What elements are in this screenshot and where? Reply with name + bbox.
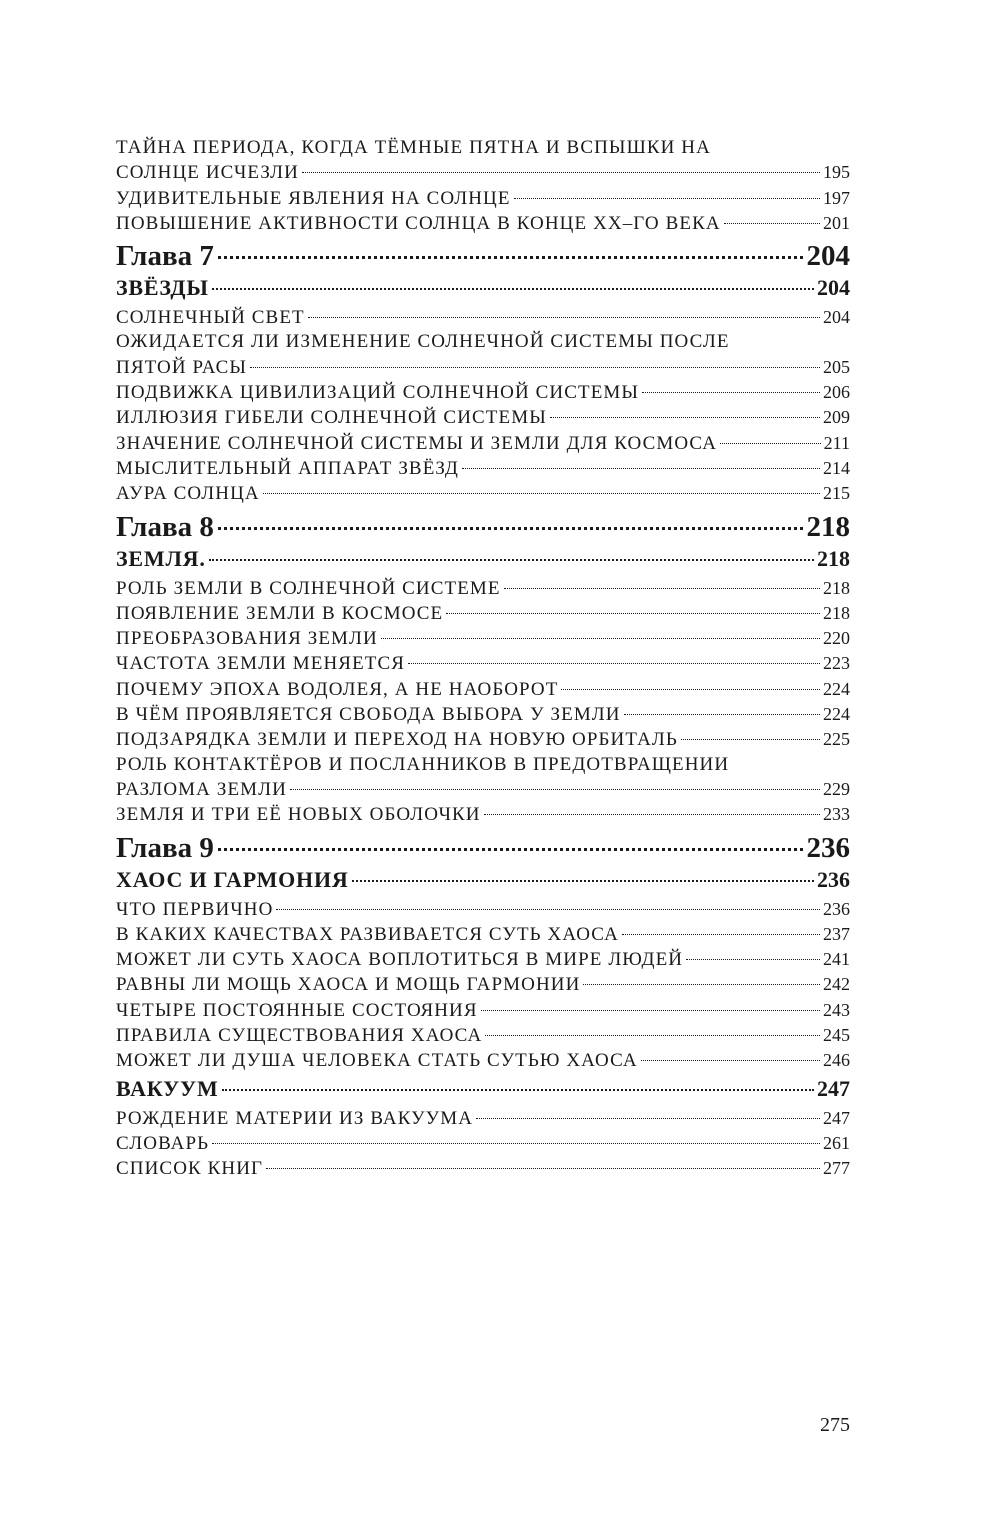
dot-leader <box>561 689 820 690</box>
dot-leader <box>622 934 820 935</box>
toc-entry-title: РОЛЬ ЗЕМЛИ В СОЛНЕЧНОЙ СИСТЕМЕ <box>116 577 501 599</box>
toc-entry-title <box>116 865 850 895</box>
dot-leader <box>266 1168 820 1169</box>
dot-leader <box>381 638 820 639</box>
dot-leader <box>218 848 803 851</box>
toc-entry-page: 209 <box>823 407 850 428</box>
toc-entry-page: 233 <box>823 804 850 825</box>
toc-entry-title: Глава 7 <box>116 240 214 273</box>
toc-entry-page: 204 <box>823 307 850 328</box>
toc-entry-title: АУРА СОЛНЦА <box>116 483 260 505</box>
dot-leader <box>218 527 803 530</box>
toc-entry-chapter <box>116 831 850 865</box>
toc-entry-title: ВАКУУМ <box>116 1075 219 1101</box>
toc-entry-page: 229 <box>823 778 850 799</box>
toc-entry-section <box>116 136 850 186</box>
toc-entry-section <box>116 1156 850 1181</box>
dot-leader <box>408 663 820 664</box>
toc-entry-page: 218 <box>817 545 850 571</box>
toc-entry-page: 224 <box>823 678 850 699</box>
toc-entry-title: ПОДВИЖКА ЦИВИЛИЗАЦИЙ СОЛНЕЧНОЙ СИСТЕМЫ <box>116 382 640 404</box>
toc-entry-page: 236 <box>806 831 850 864</box>
toc-entry-section <box>116 1023 850 1048</box>
toc-entry-title: ЗВЁЗДЫ <box>116 275 209 301</box>
toc-entry-section <box>116 405 850 430</box>
toc-entry-title: РОЖДЕНИЕ МАТЕРИИ ИЗ ВАКУУМА <box>116 1107 474 1129</box>
toc-entry-title: ПОЯВЛЕНИЕ ЗЕМЛИ В КОСМОСЕ <box>116 602 444 624</box>
dot-leader <box>218 256 803 259</box>
dot-leader <box>212 288 814 290</box>
toc-entry-title: СОЛНЦЕ ИСЧЕЗЛИ <box>116 162 299 184</box>
toc-entry-page: 211 <box>823 432 850 453</box>
dot-leader <box>686 959 820 960</box>
toc-entry-page: 195 <box>823 162 850 183</box>
dot-leader <box>250 367 820 368</box>
toc-entry-page: 197 <box>823 187 850 208</box>
toc-entry-title <box>116 273 850 303</box>
toc-entry-title: РАЗЛОМА ЗЕМЛИ <box>116 778 287 800</box>
table-of-contents <box>116 136 850 1182</box>
toc-entry-page: 218 <box>823 577 850 598</box>
dot-leader <box>263 493 820 494</box>
toc-entry-section <box>116 1048 850 1073</box>
toc-entry-page: 247 <box>817 1075 850 1101</box>
toc-entry-title <box>116 544 850 574</box>
toc-entry-title: ЗНАЧЕНИЕ СОЛНЕЧНОЙ СИСТЕМЫ И ЗЕМЛИ ДЛЯ КОСМОСА <box>116 432 718 454</box>
toc-entry-section <box>116 1131 850 1156</box>
toc-entry-title: ЗЕМЛЯ. <box>116 545 206 571</box>
toc-entry-title: Глава 9 <box>116 831 214 864</box>
toc-entry-section <box>116 947 850 972</box>
toc-entry-page: 261 <box>823 1132 850 1153</box>
toc-entry-title: ЧЕТЫРЕ ПОСТОЯННЫЕ СОСТОЯНИЯ <box>116 999 478 1021</box>
toc-entry-title: ИЛЛЮЗИЯ ГИБЕЛИ СОЛНЕЧНОЙ СИСТЕМЫ <box>116 407 547 429</box>
dot-leader <box>481 1010 820 1011</box>
dot-leader <box>642 392 820 393</box>
toc-entry-page: 243 <box>823 999 850 1020</box>
dot-leader <box>504 588 820 589</box>
toc-entry-section <box>116 727 850 752</box>
toc-entry-title: ХАОС И ГАРМОНИЯ <box>116 866 349 892</box>
toc-entry-chapter <box>116 239 850 273</box>
toc-entry-page: 223 <box>823 653 850 674</box>
dot-leader <box>583 984 820 985</box>
dot-leader <box>302 172 820 173</box>
toc-entry-section <box>116 998 850 1023</box>
toc-entry-section <box>116 305 850 330</box>
toc-entry-title: МОЖЕТ ЛИ ДУША ЧЕЛОВЕКА СТАТЬ СУТЬЮ ХАОСА <box>116 1050 638 1072</box>
toc-entry-title: ПОДЗАРЯДКА ЗЕМЛИ И ПЕРЕХОД НА НОВУЮ ОРБИТАЛЬ <box>116 729 678 751</box>
toc-entry-page: 215 <box>823 483 850 504</box>
dot-leader <box>681 739 820 740</box>
dot-leader <box>724 223 820 224</box>
dot-leader <box>290 789 820 790</box>
toc-entry-title: ПРЕОБРАЗОВАНИЯ ЗЕМЛИ <box>116 628 378 650</box>
toc-entry-page: 204 <box>806 240 850 273</box>
toc-entry-title-line: ТАЙНА ПЕРИОДА, КОГДА ТЁМНЫЕ ПЯТНА И ВСПЫШКИ НА <box>116 137 711 158</box>
toc-entry-title: Глава 8 <box>116 510 214 543</box>
toc-entry-title: В КАКИХ КАЧЕСТВАХ РАЗВИВАЕТСЯ СУТЬ ХАОСА <box>116 923 619 945</box>
toc-entry-title: ЧТО ПЕРВИЧНО <box>116 898 274 920</box>
toc-entry-page: 245 <box>823 1025 850 1046</box>
toc-entry-title: ПОЧЕМУ ЭПОХА ВОДОЛЕЯ, А НЕ НАОБОРОТ <box>116 678 559 700</box>
dot-leader <box>624 714 820 715</box>
toc-entry-page: 242 <box>823 974 850 995</box>
page-number: 275 <box>820 1414 850 1436</box>
toc-entry-title: РАВНЫ ЛИ МОЩЬ ХАОСА И МОЩЬ ГАРМОНИИ <box>116 974 581 996</box>
toc-entry-page: 218 <box>823 602 850 623</box>
toc-entry-title: ЗЕМЛЯ И ТРИ ЕЁ НОВЫХ ОБОЛОЧКИ <box>116 804 481 826</box>
toc-entry-section <box>116 972 850 997</box>
dot-leader <box>720 443 821 444</box>
toc-entry-title-line: РОЛЬ КОНТАКТЁРОВ И ПОСЛАННИКОВ В ПРЕДОТВРАЩЕНИИ <box>116 753 730 775</box>
dot-leader <box>276 909 820 910</box>
toc-entry-section <box>116 211 850 236</box>
toc-entry-section <box>116 677 850 702</box>
dot-leader <box>485 1035 820 1036</box>
toc-entry-title: ЧАСТОТА ЗЕМЛИ МЕНЯЕТСЯ <box>116 653 406 675</box>
toc-entry-section <box>116 186 850 211</box>
dot-leader <box>476 1118 820 1119</box>
dot-leader <box>462 468 820 469</box>
toc-entry-page: 218 <box>806 510 850 543</box>
toc-entry-title: В ЧЁМ ПРОЯВЛЯЕТСЯ СВОБОДА ВЫБОРА У ЗЕМЛИ <box>116 704 621 726</box>
toc-entry-section <box>116 456 850 481</box>
toc-entry-page: 225 <box>823 729 850 750</box>
toc-entry-title: СПИСОК КНИГ <box>116 1158 264 1180</box>
toc-entry-page: 246 <box>823 1050 850 1071</box>
toc-entry-section <box>116 330 850 380</box>
toc-entry-page: 277 <box>823 1158 850 1179</box>
toc-entry-title: МЫСЛИТЕЛЬНЫЙ АППАРАТ ЗВЁЗД <box>116 457 459 479</box>
toc-entry-title: СОЛНЕЧНЫЙ СВЕТ <box>116 307 305 329</box>
toc-entry-title: СЛОВАРЬ <box>116 1132 210 1154</box>
toc-entry-section <box>116 1106 850 1131</box>
toc-entry-title: ПЯТОЙ РАСЫ <box>116 356 248 378</box>
toc-entry-page: 241 <box>823 949 850 970</box>
toc-entry-page: 214 <box>823 457 850 478</box>
toc-entry-section <box>116 576 850 601</box>
dot-leader <box>222 1089 814 1091</box>
toc-entry-section <box>116 922 850 947</box>
toc-entry-page: 206 <box>823 382 850 403</box>
toc-entry-section <box>116 753 850 803</box>
dot-leader <box>484 814 820 815</box>
toc-entry-title: УДИВИТЕЛЬНЫЕ ЯВЛЕНИЯ НА СОЛНЦЕ <box>116 187 511 209</box>
dot-leader <box>446 613 820 614</box>
toc-entry-chapter <box>116 510 850 544</box>
toc-entry-page: 224 <box>823 704 850 725</box>
dot-leader <box>514 198 820 199</box>
dot-leader <box>212 1143 820 1144</box>
toc-entry-page: 237 <box>823 923 850 944</box>
toc-entry-section <box>116 431 850 456</box>
toc-entry-title: ПОВЫШЕНИЕ АКТИВНОСТИ СОЛНЦА В КОНЦЕ XX–ГО ВЕКА <box>116 212 721 234</box>
toc-entry-section <box>116 651 850 676</box>
dot-leader <box>550 417 820 418</box>
toc-entry-title: ПРАВИЛА СУЩЕСТВОВАНИЯ ХАОСА <box>116 1025 483 1047</box>
toc-entry-section <box>116 380 850 405</box>
dot-leader <box>308 317 820 318</box>
toc-entry-page: 220 <box>823 628 850 649</box>
toc-entry-section <box>116 626 850 651</box>
toc-entry-title-line: ОЖИДАЕТСЯ ЛИ ИЗМЕНЕНИЕ СОЛНЕЧНОЙ СИСТЕМЫ ПОСЛЕ <box>116 331 730 353</box>
dot-leader <box>209 559 814 561</box>
toc-entry-title: МОЖЕТ ЛИ СУТЬ ХАОСА ВОПЛОТИТЬСЯ В МИРЕ ЛЮДЕЙ <box>116 949 684 971</box>
toc-entry-page: 205 <box>823 356 850 377</box>
toc-entry-page: 247 <box>823 1107 850 1128</box>
toc-entry-title <box>116 1074 850 1104</box>
toc-entry-section <box>116 601 850 626</box>
toc-entry-page: 236 <box>817 866 850 892</box>
toc-entry-section <box>116 702 850 727</box>
toc-entry-section <box>116 481 850 506</box>
dot-leader <box>352 880 814 882</box>
toc-entry-section <box>116 897 850 922</box>
toc-entry-page: 204 <box>817 275 850 301</box>
dot-leader <box>641 1060 820 1061</box>
toc-entry-page: 201 <box>823 212 850 233</box>
toc-entry-page: 236 <box>823 898 850 919</box>
toc-entry-section <box>116 802 850 827</box>
